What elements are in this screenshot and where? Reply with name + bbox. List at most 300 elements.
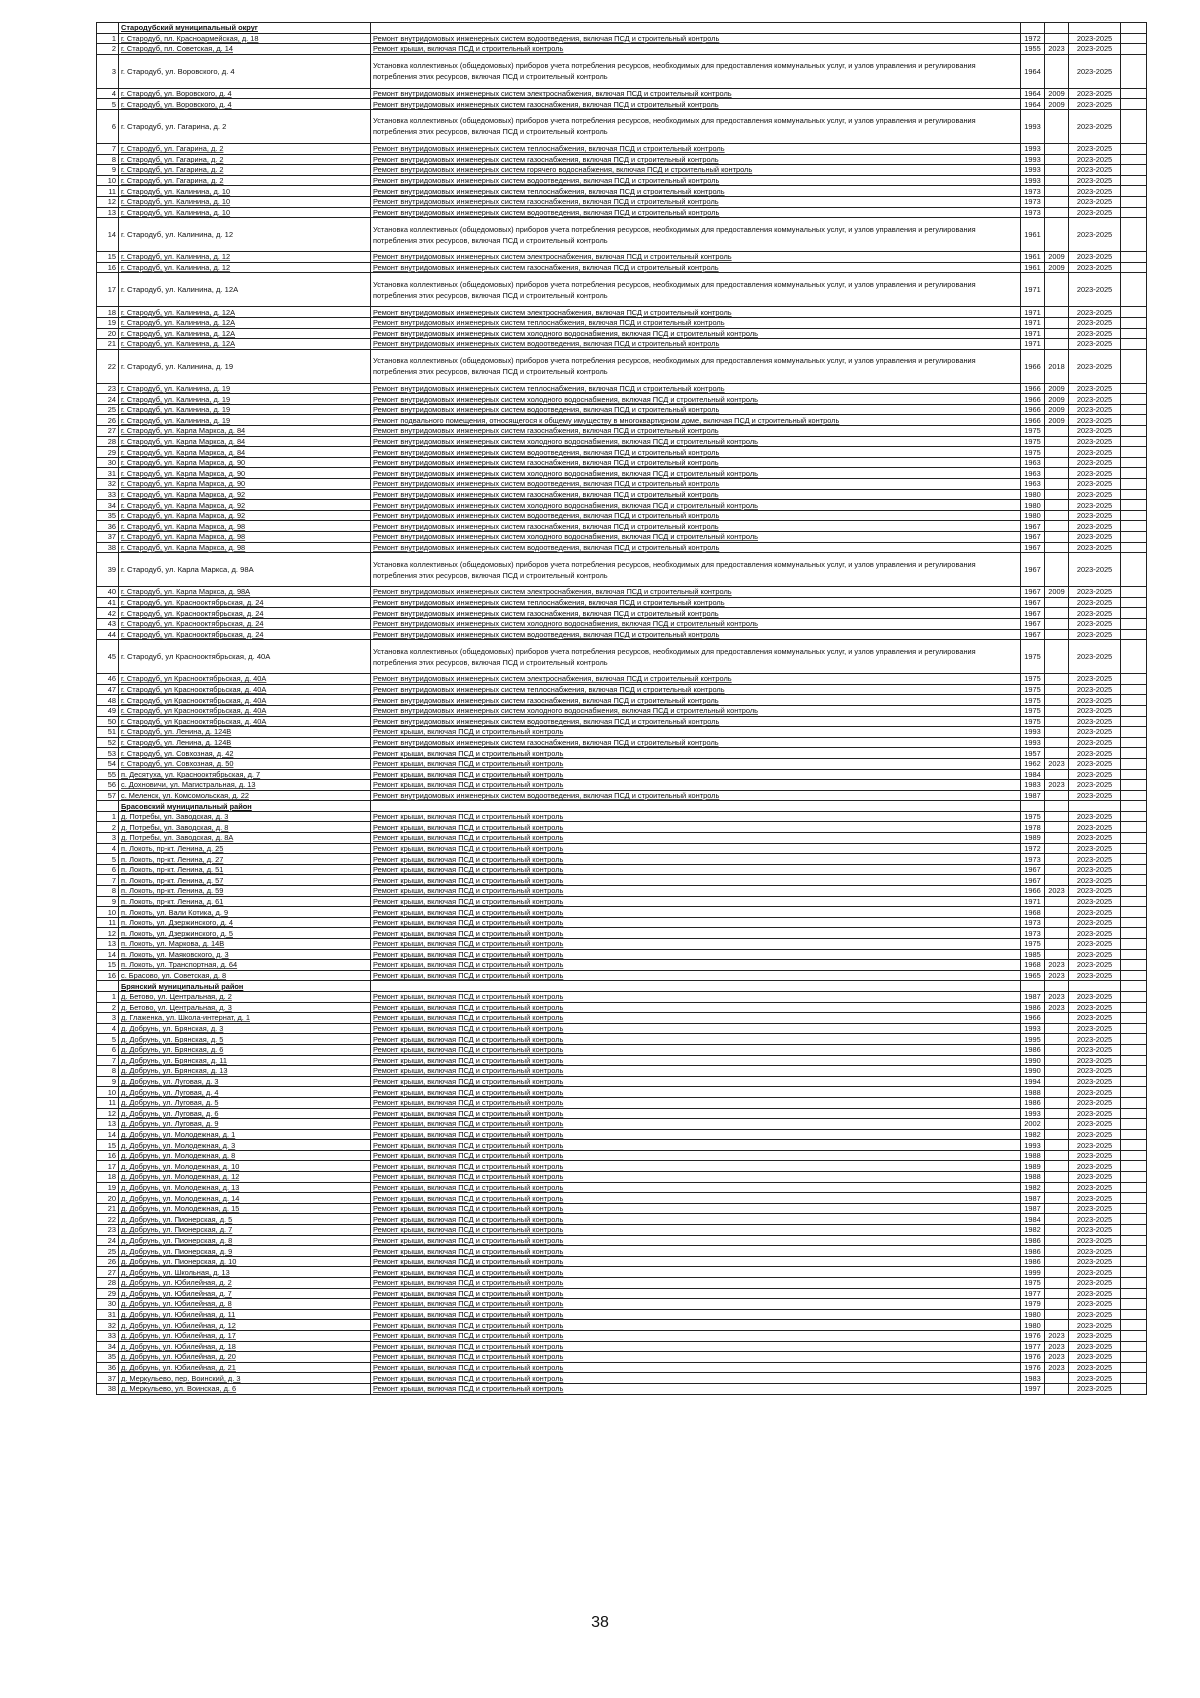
build-year: 1993 <box>1021 727 1045 738</box>
build-year: 1971 <box>1021 339 1045 350</box>
empty-cell <box>1121 500 1147 511</box>
table-row <box>97 1267 1147 1278</box>
address: г. Стародуб, ул Краснооктябрьская, д. 40А <box>119 716 371 727</box>
work-type: Ремонт крыши, включая ПСД и строительный контроль <box>371 1044 1021 1055</box>
work-type: Ремонт внутридомовых инженерных систем теплоснабжения, включая ПСД и строительный контроль <box>371 684 1021 695</box>
planned-period: 2023-2025 <box>1069 218 1121 252</box>
build-year: 1971 <box>1021 273 1045 307</box>
planned-period: 2023-2025 <box>1069 684 1121 695</box>
build-year: 1975 <box>1021 939 1045 950</box>
empty-cell <box>1121 165 1147 176</box>
table-row <box>97 436 1147 447</box>
build-year: 1986 <box>1021 1246 1045 1257</box>
row-number: 35 <box>97 1352 119 1363</box>
work-type: Ремонт внутридомовых инженерных систем водоотведения, включая ПСД и строительный контроль <box>371 542 1021 553</box>
empty-cell <box>1121 790 1147 801</box>
work-type: Ремонт крыши, включая ПСД и строительный контроль <box>371 1129 1021 1140</box>
row-number: 3 <box>97 54 119 88</box>
planned-period: 2023-2025 <box>1069 339 1121 350</box>
empty-cell <box>1121 991 1147 1002</box>
work-type: Ремонт крыши, включая ПСД и строительный контроль <box>371 896 1021 907</box>
build-year: 1993 <box>1021 154 1045 165</box>
row-number: 2 <box>97 822 119 833</box>
last-repair-year <box>1045 769 1069 780</box>
empty-cell <box>1121 207 1147 218</box>
last-repair-year: 2023 <box>1045 886 1069 897</box>
address: г. Стародуб, ул. Калинина, д. 19 <box>119 394 371 405</box>
work-type: Ремонт крыши, включая ПСД и строительный контроль <box>371 1150 1021 1161</box>
planned-period: 2023-2025 <box>1069 426 1121 437</box>
work-type: Ремонт крыши, включая ПСД и строительный контроль <box>371 864 1021 875</box>
work-type: Ремонт крыши, включая ПСД и строительный контроль <box>371 1076 1021 1087</box>
planned-period: 2023-2025 <box>1069 769 1121 780</box>
work-type: Ремонт внутридомовых инженерных систем водоотведения, включая ПСД и строительный контроль <box>371 510 1021 521</box>
empty-cell <box>1121 811 1147 822</box>
empty-cell <box>1121 618 1147 629</box>
build-year: 1976 <box>1021 1362 1045 1373</box>
work-type: Ремонт внутридомовых инженерных систем водоотведения, включая ПСД и строительный контроль <box>371 207 1021 218</box>
table-row <box>97 1352 1147 1363</box>
address: г. Стародуб, ул. Калинина, д. 12 <box>119 218 371 252</box>
last-repair-year <box>1045 468 1069 479</box>
row-number: 32 <box>97 1320 119 1331</box>
last-repair-year <box>1045 939 1069 950</box>
address: д. Добрунь, ул. Луговая, д. 4 <box>119 1087 371 1098</box>
row-number: 18 <box>97 1172 119 1183</box>
empty-cell <box>1121 949 1147 960</box>
table-row <box>97 542 1147 553</box>
build-year: 1985 <box>1021 949 1045 960</box>
last-repair-year <box>1045 1140 1069 1151</box>
row-number: 2 <box>97 44 119 55</box>
empty-cell <box>1121 1341 1147 1352</box>
empty-cell <box>1121 1172 1147 1183</box>
table-row <box>97 1330 1147 1341</box>
empty-cell <box>1021 981 1045 992</box>
build-year: 1966 <box>1021 394 1045 405</box>
row-number: 14 <box>97 949 119 960</box>
address: п. Локоть, пр-кт. Ленина, д. 25 <box>119 843 371 854</box>
empty-cell <box>1121 1193 1147 1204</box>
empty-cell <box>1121 875 1147 886</box>
last-repair-year <box>1045 1119 1069 1130</box>
last-repair-year <box>1045 790 1069 801</box>
row-number: 15 <box>97 960 119 971</box>
planned-period: 2023-2025 <box>1069 1013 1121 1024</box>
work-type: Ремонт внутридомовых инженерных систем горячего водоснабжения, включая ПСД и строительный контроль <box>371 165 1021 176</box>
work-type: Ремонт внутридомовых инженерных систем теплоснабжения, включая ПСД и строительный контроль <box>371 383 1021 394</box>
empty-cell <box>1121 801 1147 812</box>
last-repair-year <box>1045 154 1069 165</box>
row-number: 52 <box>97 737 119 748</box>
table-row <box>97 864 1147 875</box>
table-row <box>97 1320 1147 1331</box>
build-year: 1975 <box>1021 436 1045 447</box>
last-repair-year <box>1045 1278 1069 1289</box>
row-number: 1 <box>97 811 119 822</box>
work-type: Ремонт крыши, включая ПСД и строительный контроль <box>371 907 1021 918</box>
empty-cell <box>371 23 1021 34</box>
row-number: 16 <box>97 262 119 273</box>
build-year: 1987 <box>1021 790 1045 801</box>
build-year: 1968 <box>1021 907 1045 918</box>
address: г. Стародуб, ул. Калинина, д. 19 <box>119 404 371 415</box>
row-number: 3 <box>97 1013 119 1024</box>
address: г. Стародуб, ул. Карла Маркса, д. 98 <box>119 532 371 543</box>
table-row <box>97 33 1147 44</box>
planned-period: 2023-2025 <box>1069 1161 1121 1172</box>
table-row <box>97 553 1147 587</box>
empty-cell <box>1121 1182 1147 1193</box>
address: г. Стародуб, ул. Ленина, д. 124В <box>119 727 371 738</box>
planned-period: 2023-2025 <box>1069 811 1121 822</box>
empty-cell <box>1121 705 1147 716</box>
empty-cell <box>1121 608 1147 619</box>
table-row <box>97 307 1147 318</box>
planned-period: 2023-2025 <box>1069 468 1121 479</box>
table-row <box>97 1235 1147 1246</box>
row-number: 28 <box>97 1278 119 1289</box>
address: г. Стародуб, ул. Гагарина, д. 2 <box>119 143 371 154</box>
empty-cell <box>1121 737 1147 748</box>
row-number: 8 <box>97 1066 119 1077</box>
empty-cell <box>1121 436 1147 447</box>
last-repair-year: 2009 <box>1045 394 1069 405</box>
empty-cell <box>1121 307 1147 318</box>
build-year: 1962 <box>1021 758 1045 769</box>
planned-period: 2023-2025 <box>1069 457 1121 468</box>
last-repair-year <box>1045 1182 1069 1193</box>
row-number: 54 <box>97 758 119 769</box>
table-row <box>97 457 1147 468</box>
empty-cell <box>1121 553 1147 587</box>
empty-cell <box>1121 383 1147 394</box>
row-number: 16 <box>97 970 119 981</box>
work-type: Ремонт внутридомовых инженерных систем газоснабжения, включая ПСД и строительный контроль <box>371 489 1021 500</box>
work-type: Ремонт внутридомовых инженерных систем газоснабжения, включая ПСД и строительный контроль <box>371 695 1021 706</box>
address: п. Локоть, ул. Дзержинского, д. 5 <box>119 928 371 939</box>
address: п. Локоть, ул. Дзержинского, д. 4 <box>119 917 371 928</box>
work-type: Ремонт крыши, включая ПСД и строительный контроль <box>371 1034 1021 1045</box>
planned-period: 2023-2025 <box>1069 1330 1121 1341</box>
build-year: 1966 <box>1021 1013 1045 1024</box>
table-row <box>97 991 1147 1002</box>
table-row <box>97 1214 1147 1225</box>
address: д. Добрунь, ул. Юбилейная, д. 20 <box>119 1352 371 1363</box>
work-type: Ремонт крыши, включая ПСД и строительный контроль <box>371 1330 1021 1341</box>
last-repair-year <box>1045 1193 1069 1204</box>
empty-cell <box>1121 864 1147 875</box>
row-number: 6 <box>97 1044 119 1055</box>
table-row <box>97 99 1147 110</box>
table-row <box>97 780 1147 791</box>
empty-cell <box>1121 88 1147 99</box>
planned-period: 2023-2025 <box>1069 143 1121 154</box>
last-repair-year <box>1045 684 1069 695</box>
empty-cell <box>1121 1320 1147 1331</box>
last-repair-year <box>1045 629 1069 640</box>
planned-period: 2023-2025 <box>1069 1150 1121 1161</box>
work-type: Ремонт внутридомовых инженерных систем холодного водоснабжения, включая ПСД и строительный контроль <box>371 468 1021 479</box>
address: г. Стародуб, ул. Калинина, д. 12 <box>119 262 371 273</box>
last-repair-year <box>1045 317 1069 328</box>
row-number: 20 <box>97 328 119 339</box>
empty-cell <box>1121 716 1147 727</box>
planned-period: 2023-2025 <box>1069 447 1121 458</box>
planned-period: 2023-2025 <box>1069 1182 1121 1193</box>
empty-cell <box>1121 510 1147 521</box>
planned-period: 2023-2025 <box>1069 1119 1121 1130</box>
row-number: 29 <box>97 447 119 458</box>
last-repair-year: 2023 <box>1045 780 1069 791</box>
empty-cell <box>1121 1129 1147 1140</box>
work-type: Ремонт крыши, включая ПСД и строительный контроль <box>371 822 1021 833</box>
capital-repair-table <box>96 22 1147 1395</box>
table-row <box>97 960 1147 971</box>
section-title: Брянский муниципальный район <box>119 981 371 992</box>
row-number: 5 <box>97 99 119 110</box>
planned-period: 2023-2025 <box>1069 1203 1121 1214</box>
empty-cell <box>1121 447 1147 458</box>
empty-cell <box>1121 597 1147 608</box>
work-type: Ремонт крыши, включая ПСД и строительный контроль <box>371 854 1021 865</box>
table-row <box>97 854 1147 865</box>
last-repair-year <box>1045 833 1069 844</box>
work-type: Ремонт крыши, включая ПСД и строительный контроль <box>371 1193 1021 1204</box>
last-repair-year <box>1045 1034 1069 1045</box>
address: п. Локоть, ул. Маяковского, д. 3 <box>119 949 371 960</box>
table-row <box>97 394 1147 405</box>
work-type: Ремонт внутридомовых инженерных систем газоснабжения, включая ПСД и строительный контроль <box>371 99 1021 110</box>
planned-period: 2023-2025 <box>1069 843 1121 854</box>
row-number: 33 <box>97 1330 119 1341</box>
work-type: Ремонт крыши, включая ПСД и строительный контроль <box>371 1108 1021 1119</box>
work-type: Ремонт внутридомовых инженерных систем газоснабжения, включая ПСД и строительный контроль <box>371 154 1021 165</box>
empty-cell <box>1121 317 1147 328</box>
work-type: Ремонт подвального помещения, относящегося к общему имуществу в многоквартирном доме, включая ПСД и строительный контроль <box>371 415 1021 426</box>
planned-period: 2023-2025 <box>1069 716 1121 727</box>
build-year: 1967 <box>1021 864 1045 875</box>
work-type: Ремонт внутридомовых инженерных систем газоснабжения, включая ПСД и строительный контроль <box>371 521 1021 532</box>
last-repair-year <box>1045 143 1069 154</box>
last-repair-year <box>1045 1373 1069 1384</box>
row-number: 55 <box>97 769 119 780</box>
planned-period: 2023-2025 <box>1069 1246 1121 1257</box>
build-year: 1964 <box>1021 99 1045 110</box>
table-row <box>97 811 1147 822</box>
row-number: 5 <box>97 854 119 865</box>
planned-period: 2023-2025 <box>1069 44 1121 55</box>
address: г. Стародуб, ул. Карла Маркса, д. 98А <box>119 553 371 587</box>
empty-cell <box>1121 1235 1147 1246</box>
table-row <box>97 939 1147 950</box>
address: г. Стародуб, ул Краснооктябрьская, д. 40А <box>119 695 371 706</box>
work-type: Ремонт крыши, включая ПСД и строительный контроль <box>371 1256 1021 1267</box>
last-repair-year <box>1045 843 1069 854</box>
register-sheet <box>96 22 1146 1395</box>
row-number: 4 <box>97 843 119 854</box>
table-row <box>97 415 1147 426</box>
last-repair-year <box>1045 822 1069 833</box>
build-year: 1967 <box>1021 608 1045 619</box>
row-number: 11 <box>97 917 119 928</box>
table-row <box>97 886 1147 897</box>
planned-period: 2023-2025 <box>1069 1023 1121 1034</box>
planned-period: 2023-2025 <box>1069 960 1121 971</box>
last-repair-year <box>1045 1246 1069 1257</box>
build-year: 1988 <box>1021 1172 1045 1183</box>
planned-period: 2023-2025 <box>1069 1309 1121 1320</box>
address: г. Стародуб, ул. Калинина, д. 12А <box>119 328 371 339</box>
build-year: 1984 <box>1021 769 1045 780</box>
build-year: 1973 <box>1021 928 1045 939</box>
last-repair-year <box>1045 928 1069 939</box>
table-row <box>97 1066 1147 1077</box>
row-number: 47 <box>97 684 119 695</box>
address: г. Стародуб, ул. Краснооктябрьская, д. 24 <box>119 618 371 629</box>
row-number: 37 <box>97 532 119 543</box>
row-number: 33 <box>97 489 119 500</box>
row-number: 50 <box>97 716 119 727</box>
row-number: 23 <box>97 383 119 394</box>
address: г. Стародуб, ул. Калинина, д. 12А <box>119 307 371 318</box>
empty-cell <box>1121 339 1147 350</box>
address: г. Стародуб, ул. Гагарина, д. 2 <box>119 165 371 176</box>
work-type: Ремонт крыши, включая ПСД и строительный контроль <box>371 960 1021 971</box>
work-type: Ремонт крыши, включая ПСД и строительный контроль <box>371 917 1021 928</box>
row-number: 8 <box>97 886 119 897</box>
work-type: Ремонт крыши, включая ПСД и строительный контроль <box>371 1288 1021 1299</box>
empty-cell <box>1121 415 1147 426</box>
work-type: Ремонт внутридомовых инженерных систем газоснабжения, включая ПСД и строительный контроль <box>371 608 1021 619</box>
address: г. Стародуб, ул. Карла Маркса, д. 84 <box>119 426 371 437</box>
last-repair-year <box>1045 705 1069 716</box>
empty-cell <box>1121 1225 1147 1236</box>
address: д. Добрунь, ул. Пионерская, д. 8 <box>119 1235 371 1246</box>
row-number: 21 <box>97 339 119 350</box>
work-type: Ремонт крыши, включая ПСД и строительный контроль <box>371 843 1021 854</box>
work-type: Ремонт крыши, включая ПСД и строительный контроль <box>371 1002 1021 1013</box>
work-type: Ремонт крыши, включая ПСД и строительный контроль <box>371 769 1021 780</box>
address: д. Меркульево, ул. Воинская, д. 6 <box>119 1383 371 1394</box>
table-row <box>97 727 1147 738</box>
planned-period: 2023-2025 <box>1069 1066 1121 1077</box>
work-type: Установка коллективных (общедомовых) приборов учета потребления ресурсов, необходимых для предоставления коммунальных услуг, и узлов управления и регулирования потребления этих ресурсов, включая ПСД и строительный контроль <box>371 54 1021 88</box>
work-type: Ремонт крыши, включая ПСД и строительный контроль <box>371 949 1021 960</box>
planned-period: 2023-2025 <box>1069 991 1121 1002</box>
last-repair-year <box>1045 553 1069 587</box>
row-number: 25 <box>97 1246 119 1257</box>
empty-cell <box>1121 843 1147 854</box>
work-type: Ремонт внутридомовых инженерных систем газоснабжения, включая ПСД и строительный контроль <box>371 262 1021 273</box>
build-year: 1975 <box>1021 716 1045 727</box>
planned-period: 2023-2025 <box>1069 758 1121 769</box>
build-year: 1993 <box>1021 109 1045 143</box>
build-year: 1975 <box>1021 674 1045 685</box>
row-number: 12 <box>97 196 119 207</box>
work-type: Ремонт внутридомовых инженерных систем холодного водоснабжения, включая ПСД и строительный контроль <box>371 618 1021 629</box>
build-year: 1993 <box>1021 1023 1045 1034</box>
table-row <box>97 532 1147 543</box>
address: г. Стародуб, пл. Советская, д. 14 <box>119 44 371 55</box>
row-number: 32 <box>97 479 119 490</box>
section-header <box>97 801 1147 812</box>
empty-cell <box>1121 1288 1147 1299</box>
empty-cell <box>1021 801 1045 812</box>
row-number: 9 <box>97 165 119 176</box>
row-number: 36 <box>97 1362 119 1373</box>
last-repair-year <box>1045 54 1069 88</box>
empty-cell <box>1121 99 1147 110</box>
planned-period: 2023-2025 <box>1069 780 1121 791</box>
empty-cell <box>1121 1267 1147 1278</box>
planned-period: 2023-2025 <box>1069 328 1121 339</box>
empty-cell <box>1121 262 1147 273</box>
table-row <box>97 1299 1147 1310</box>
planned-period: 2023-2025 <box>1069 262 1121 273</box>
build-year: 1987 <box>1021 991 1045 1002</box>
last-repair-year <box>1045 1256 1069 1267</box>
planned-period: 2023-2025 <box>1069 737 1121 748</box>
build-year: 1975 <box>1021 811 1045 822</box>
planned-period: 2023-2025 <box>1069 1193 1121 1204</box>
build-year: 1994 <box>1021 1076 1045 1087</box>
planned-period: 2023-2025 <box>1069 109 1121 143</box>
table-row <box>97 262 1147 273</box>
planned-period: 2023-2025 <box>1069 1373 1121 1384</box>
planned-period: 2023-2025 <box>1069 790 1121 801</box>
planned-period: 2023-2025 <box>1069 587 1121 598</box>
address: д. Добрунь, ул. Юбилейная, д. 21 <box>119 1362 371 1373</box>
row-number: 30 <box>97 457 119 468</box>
address: п. Локоть, ул. Вали Котика, д. 9 <box>119 907 371 918</box>
section-title: Стародубский муниципальный округ <box>119 23 371 34</box>
address: г. Стародуб, ул. Гагарина, д. 2 <box>119 154 371 165</box>
table-row <box>97 1119 1147 1130</box>
last-repair-year <box>1045 489 1069 500</box>
table-row <box>97 196 1147 207</box>
build-year: 1966 <box>1021 383 1045 394</box>
row-number: 15 <box>97 252 119 263</box>
address: д. Добрунь, ул. Молодежная, д. 14 <box>119 1193 371 1204</box>
work-type: Ремонт внутридомовых инженерных систем водоотведения, включая ПСД и строительный контроль <box>371 404 1021 415</box>
table-row <box>97 383 1147 394</box>
planned-period: 2023-2025 <box>1069 1055 1121 1066</box>
planned-period: 2023-2025 <box>1069 436 1121 447</box>
row-number: 13 <box>97 207 119 218</box>
planned-period: 2023-2025 <box>1069 886 1121 897</box>
build-year: 1986 <box>1021 1097 1045 1108</box>
row-number: 43 <box>97 618 119 629</box>
last-repair-year: 2009 <box>1045 262 1069 273</box>
work-type: Ремонт крыши, включая ПСД и строительный контроль <box>371 758 1021 769</box>
address: д. Добрунь, ул. Молодежная, д. 10 <box>119 1161 371 1172</box>
table-row <box>97 1023 1147 1034</box>
planned-period: 2023-2025 <box>1069 1214 1121 1225</box>
build-year: 1975 <box>1021 426 1045 437</box>
empty-cell <box>1121 1097 1147 1108</box>
last-repair-year <box>1045 207 1069 218</box>
empty-cell <box>1121 917 1147 928</box>
address: д. Добрунь, ул. Юбилейная, д. 7 <box>119 1288 371 1299</box>
table-row <box>97 640 1147 674</box>
row-number: 49 <box>97 705 119 716</box>
build-year: 1966 <box>1021 415 1045 426</box>
last-repair-year: 2009 <box>1045 252 1069 263</box>
last-repair-year <box>1045 479 1069 490</box>
row-number: 20 <box>97 1193 119 1204</box>
last-repair-year <box>1045 748 1069 759</box>
